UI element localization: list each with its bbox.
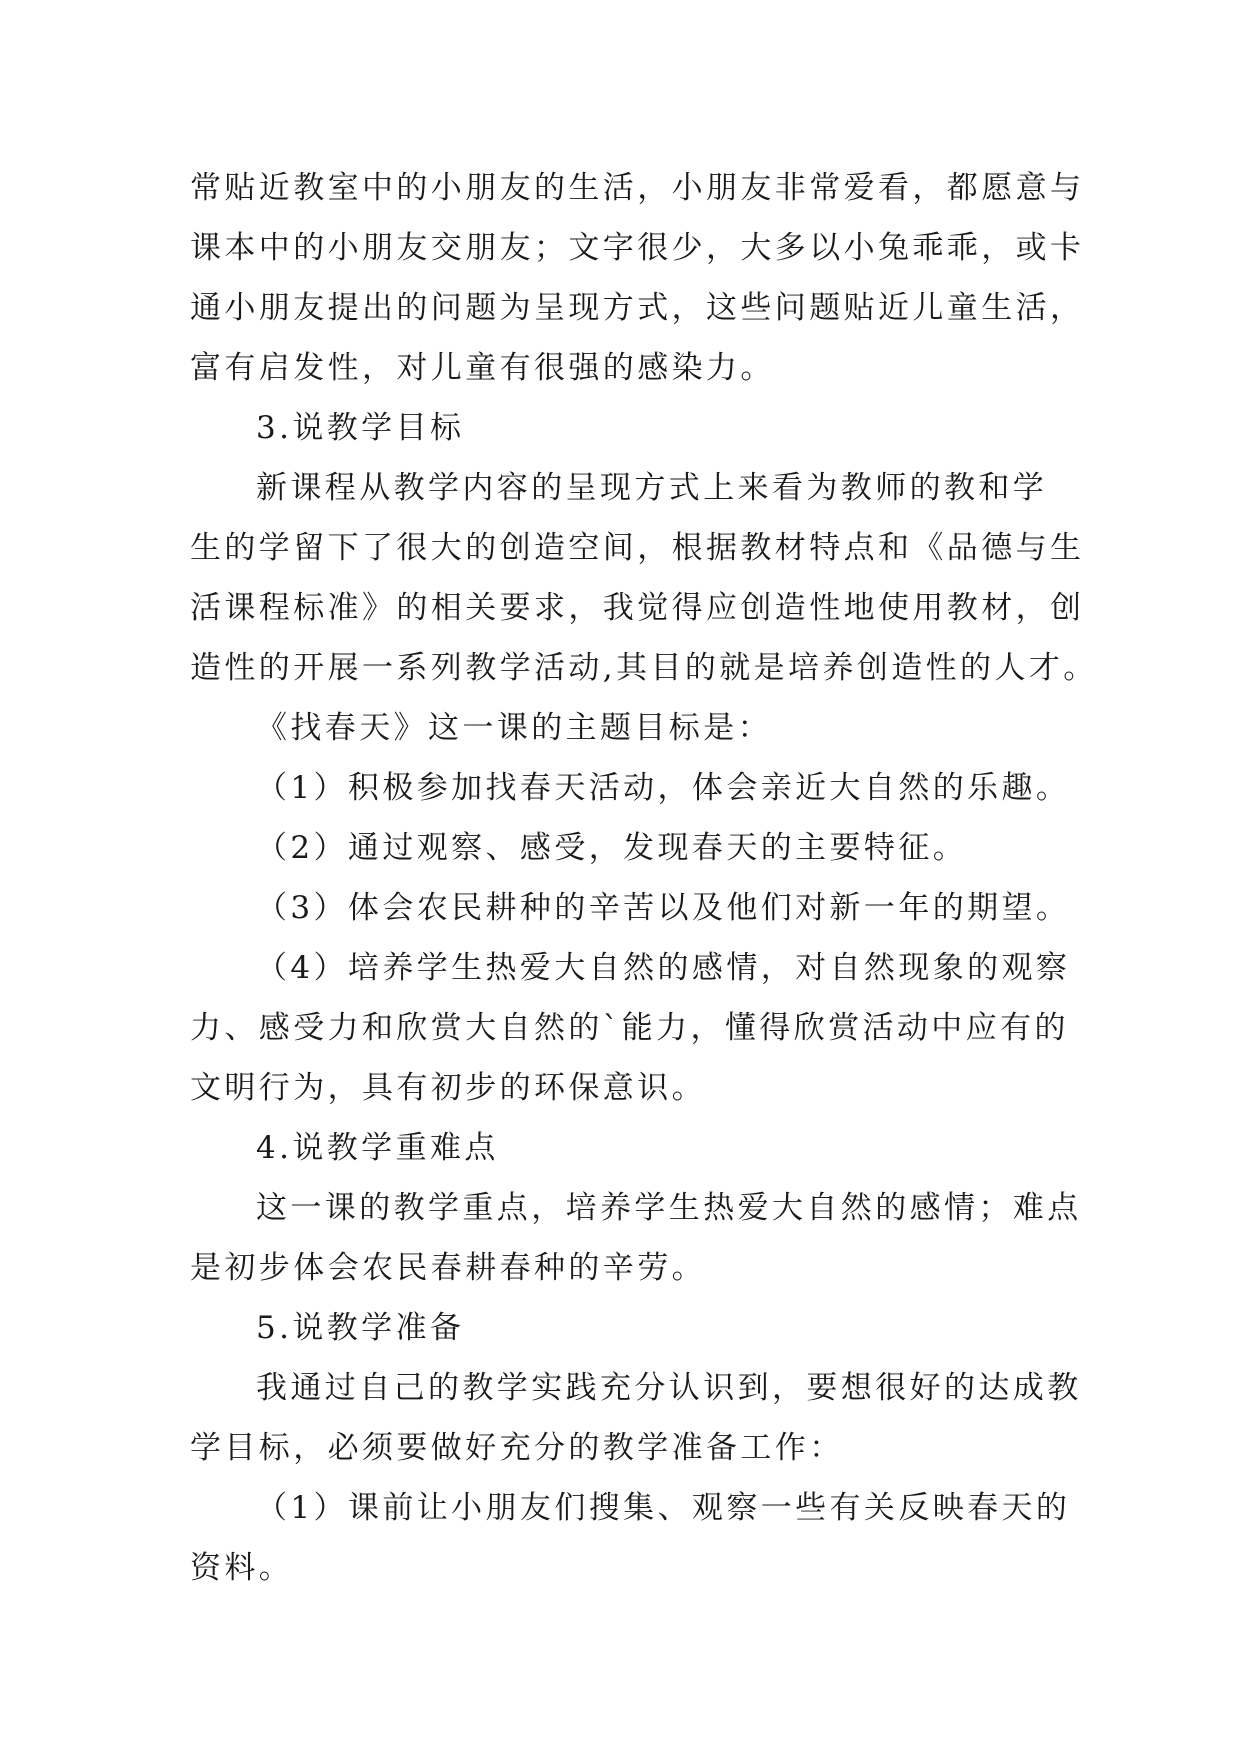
paragraph-line: 活课程标准》的相关要求，我觉得应创造性地使用教材，创 <box>190 590 1085 626</box>
paragraph-line: 通小朋友提出的问题为呈现方式，这些问题贴近儿童生活， <box>190 290 1085 326</box>
list-item: （1）积极参加找春天活动，体会亲近大自然的乐趣。 <box>256 770 1071 806</box>
paragraph-line: 常贴近教室中的小朋友的生活，小朋友非常爱看，都愿意与 <box>190 170 1085 206</box>
section-heading: 5.说教学准备 <box>256 1310 465 1346</box>
paragraph-line: 生的学留下了很大的创造空间，根据教材特点和《品德与生 <box>190 530 1085 566</box>
section-heading: 3.说教学目标 <box>256 410 465 446</box>
paragraph-line: 《找春天》这一课的主题目标是： <box>256 710 772 746</box>
list-item: （1）课前让小朋友们搜集、观察一些有关反映春天的 <box>256 1490 1071 1526</box>
paragraph-line: 我通过自己的教学实践充分认识到，要想很好的达成教 <box>256 1370 1082 1406</box>
paragraph-line: 是初步体会农民春耕春种的辛劳。 <box>190 1250 706 1286</box>
paragraph-line: 学目标，必须要做好充分的教学准备工作： <box>190 1430 844 1466</box>
paragraph-line: 这一课的教学重点，培养学生热爱大自然的感情；难点 <box>256 1190 1082 1226</box>
document-body <box>190 158 1098 1598</box>
paragraph-line: 富有启发性，对儿童有很强的感染力。 <box>190 350 775 386</box>
paragraph-line: 新课程从教学内容的呈现方式上来看为教师的教和学 <box>256 470 1048 506</box>
section-heading: 4.说教学重难点 <box>256 1130 499 1166</box>
paragraph-line: 课本中的小朋友交朋友；文字很少，大多以小兔乖乖，或卡 <box>190 230 1085 266</box>
paragraph-line: 文明行为，具有初步的环保意识。 <box>190 1070 706 1106</box>
list-item: （3）体会农民耕种的辛苦以及他们对新一年的期望。 <box>256 890 1071 926</box>
paragraph-line: 资料。 <box>190 1550 294 1586</box>
list-item: （4）培养学生热爱大自然的感情，对自然现象的观察 <box>256 950 1071 986</box>
paragraph-line: 力、感受力和欣赏大自然的`能力，懂得欣赏活动中应有的 <box>190 1010 1069 1046</box>
paragraph-line: 造性的开展一系列教学活动,其目的就是培养创造性的人才。 <box>190 650 1098 686</box>
list-item: （2）通过观察、感受，发现春天的主要特征。 <box>256 830 968 866</box>
